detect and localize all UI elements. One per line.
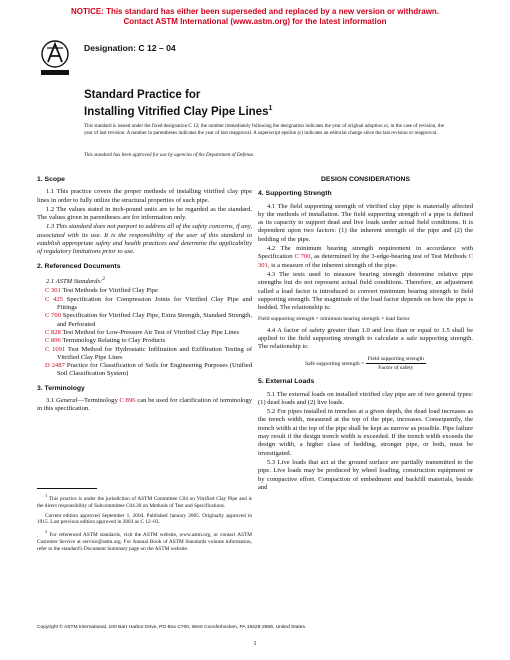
astm-logo [40,38,70,78]
footnotes [37,493,252,556]
notice-line-2: Contact ASTM International (www.astm.org) for the latest information [123,17,387,26]
designation: Designation: C 12 – 04 [84,43,176,53]
scope-1-2: 1.2 The values stated in inch-pound units are to be regarded as the standard. The values given in parentheses are for information only. [37,205,252,222]
left-column [37,174,252,415]
reference-item [37,346,252,363]
title-line-2: Installing Vitrified Clay Pipe Lines$^1$ [84,105,273,118]
terminology-3-1: 3.1 General—Terminology C 896 can be used for clarification of terminology in this specification. [37,397,252,413]
footnote-divider [37,488,97,489]
reference-list [37,287,252,378]
section-4-4: 4.4 A factor of safety greater than 1.0 and less than or equal to 1.5 shall be applied to the field supporting strength to calculate a safe supporting strength. The relationship is: [258,326,473,351]
design-considerations-heading: DESIGN CONSIDERATIONS [321,176,410,183]
reference-code-link[interactable]: C 896 [45,337,61,345]
right-column [258,174,473,493]
section-4-3: 4.3 The tests used to measure bearing strength determine relative pipe strengths but do not represent actual field conditions. Therefore, an adjustment called a load factor is introduced to convert minimum bearing strength to field supporting strength. The magnitude of the load factor depends on how the pipe is bedded. The relationship is: [258,270,473,312]
title-line-1: Standard Practice for [84,89,201,101]
section-5-2: 5.2 For pipes installed in trenches at a given depth, the dead load increases as the trench width, measured at the top of the pipe, increases. Consequently, the trench width at the top of the pipe shall be kept as narrow as possible. Pipe failure may result if the design trench width is exceeded. If the trench width exceeds the design width, a higher class of bedding, stronger pipe, or both, must be investigated. [258,408,473,457]
reference-code-link[interactable]: C 1091 [45,345,66,353]
footnote-1-edition: Current edition approved September 1, 2004. Published January 2005. Originally approved in 1915. Last previous edition approved in 2003 as C 12–03. [37,512,252,526]
copyright-line: Copyright © ASTM International, 100 Barr Harbor Drive, PO Box C700, West Conshohocken, PA 19428-2959, United States. [37,625,307,630]
link-c700[interactable]: C 700 [294,253,311,261]
reference-code-link[interactable]: C 700 [45,312,61,320]
scope-heading: 1. Scope [37,176,65,183]
reference-item [37,312,252,329]
page-number: 1 [253,640,257,647]
notice-line-1: NOTICE: This standard has either been superseded and replaced by a new version or withdrawn. [70,7,440,16]
title-footnote-mark: 1 [268,105,273,112]
scope-1-3: 1.3 This standard does not purport to address all of the safety concerns, if any, associated with its use. It is the responsibility of the user of this standard to establish appropriate safety and health practices and determine the applicability of regulatory limitations prior to use. [37,223,252,256]
reference-code-link[interactable]: C 828 [45,328,61,336]
reference-title: Test Methods for Vitrified Clay Pipe [62,287,158,295]
section-5-1: 5.1 The external loads on installed vitrified clay pipe are of two general types: (1) dead loads and (2) live loads. [258,390,473,406]
reference-item [37,296,252,313]
dod-approval-note: This standard has been approved for use by agencies of the Department of Defense. [84,152,255,158]
reference-title: Practice for Classification of Soils for Engineering Purposes (Unified Soil Classification System) [57,362,252,378]
document-title [84,89,444,119]
scope-1-1: 1.1 This practice covers the proper methods of installing vitrified clay pipe lines in order to fully utilize the structural properties of such pipe. [37,188,252,204]
reference-item [37,287,252,295]
footnote-1: $^1$ This practice is under the jurisdiction of ASTM Committee C04 on Vitrified Clay Pipe and is the direct responsibility of Subcommittee C04.20 on Methods of Test and Specifications. [37,493,252,509]
footnote-2: $^2$ For referenced ASTM standards, visit the ASTM website, www.astm.org, or contact ASTM Customer Service at service@astm.org. For Annual Book of ASTM Standards volume information, refer to the standard's Document Summary page on the ASTM website. [37,529,253,552]
referenced-documents-heading: 2. Referenced Documents [37,262,121,270]
section-4-1: 4.1 The field supporting strength of vitrified clay pipe is materially affected by the methods of installation. The field supporting strength of a pipe is defined as its capacity to support dead and live loads under actual field conditions. It is dependent upon two factors: (1) the inherent strength of the pipe and (2) the bedding of the pipe. [258,202,473,243]
section-5-3: 5.3 Live loads that act at the ground surface are partially transmitted to the pipe. Live loads may be produced by wheel loading, construction equipment or by compactive effort. Compaction of embedment and backfill materials, beside and [258,458,473,491]
astm-standards-intro: 2.1 ASTM Standards:$^2$ [46,275,105,286]
link-c896[interactable]: C 896 [119,397,136,404]
link-c301[interactable]: C 301 [258,253,473,269]
reference-title: Terminology Relating to Clay Products [62,337,166,345]
withdrawal-notice [0,7,510,27]
reference-code-link[interactable]: C 301 [45,287,61,295]
reference-code-link[interactable]: C 425 [45,295,63,303]
supporting-strength-heading: 4. Supporting Strength [258,190,332,198]
reference-code-link[interactable]: D 2487 [45,362,65,370]
reference-title: Test Method for Hydrostatic Infiltration and Exfiltration Testing of Vitrified Clay Pipe Lines [57,345,252,361]
reference-item [37,337,252,345]
reference-title: Test Method for Low-Pressure Air Test of Vitrified Clay Pipe Lines [62,328,239,336]
issued-note: This standard is issued under the fixed designation C 12; the number immediately following the designation indicates the year of original adoption or, in the case of revision, the year of last revision. A number in parentheses indicates the year of last reapproval. A superscript epsilon (ε) indicates an editorial change since the last revision or reapproval. [84,123,444,136]
reference-title: Specification for Vitrified Clay Pipe, Extra Strength, Standard Strength, and Perforated [57,312,253,328]
external-loads-heading: 5. External Loads [258,378,315,386]
reference-item [37,329,252,337]
reference-title: Specification for Compression Joints for Vitrified Clay Pipe and Fittings [57,295,253,312]
equation-field-strength: Field supporting strength = minimum bearing strength × load factor [258,316,410,323]
section-4-2: 4.2 The minimum bearing strength requirement in accordance with Specification C 700, as determined by the 3-edge-bearing test of Test Methods C 301, is a measure of the inherent strength of the pipe. [258,245,473,269]
terminology-heading: 3. Terminology [37,384,85,392]
reference-item [37,362,252,379]
equation-safe-strength: Safe supporting strength = $\frac{\text{Field supporting strength}}{\text{Factor of safety}}$ [305,355,424,371]
